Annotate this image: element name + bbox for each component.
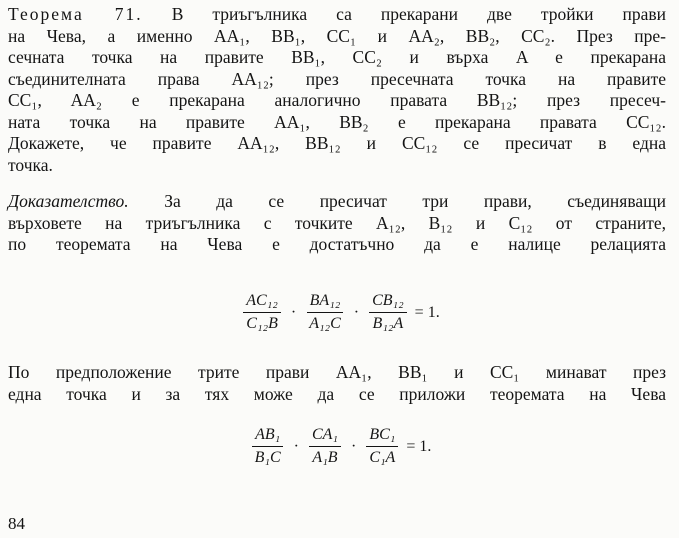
text-line: Теорема 71. В триъгълника са прекарани две тройки прави <box>8 4 666 24</box>
fraction <box>243 292 281 333</box>
proof-heading: Доказателство. <box>8 191 129 211</box>
denominator: B₁₂A <box>372 315 404 332</box>
fraction <box>369 292 407 333</box>
assumption-paragraph <box>8 362 666 405</box>
numerator: CA₁ <box>309 426 341 447</box>
text-line: ната точка на правите AA₁, BB₂ е прекарана правата CC₁₂. <box>8 111 666 132</box>
fraction <box>306 292 344 333</box>
fraction <box>252 426 284 467</box>
denominator: A₁B <box>312 449 338 466</box>
equals-one: = 1. <box>406 437 432 455</box>
multiply-operator: · <box>350 437 357 455</box>
ceva-theorem-formula <box>0 426 679 467</box>
denominator: B₁C <box>254 449 281 466</box>
text-line: CC₁, AA₂ е прекарана аналогично правата BB₁₂; през пресеч- <box>8 90 666 110</box>
multiply-operator: · <box>290 303 297 321</box>
denominator: C₁A <box>369 449 396 466</box>
denominator: A₁₂C <box>309 315 341 332</box>
numerator: BC₁ <box>366 426 398 447</box>
numerator: BA₁₂ <box>307 292 344 313</box>
text-line: Докажете, че правите AA₁₂, BB₁₂ и CC₁₂ се пресичат в една <box>8 133 666 153</box>
text-line: на Чева, а именно AA₁, BB₁, CC₁ и AA₂, BB₂, CC₂. През пре- <box>8 25 666 46</box>
text-line: по теоремата на Чева е достатъчно да е налице релацията <box>8 234 666 254</box>
text-line: една точка и за тях може да се приложи теоремата на Чева <box>8 383 666 404</box>
ceva-relation-formula <box>0 292 679 333</box>
proof-paragraph <box>8 191 666 256</box>
numerator: CB₁₂ <box>369 292 407 313</box>
equals-one: = 1. <box>414 303 440 321</box>
text-line: Доказателство. За да се пресичат три прави, съединяващи <box>8 191 666 211</box>
numerator: AB₁ <box>252 426 283 447</box>
denominator: C₁₂B <box>246 315 278 332</box>
fraction <box>366 426 398 467</box>
text-line: точка. <box>8 154 53 175</box>
multiply-operator: · <box>293 437 299 455</box>
numerator: AC₁₂ <box>243 292 281 313</box>
text-line: По предположение трите прави AA₁, BB₁ и CC₁ минават през <box>8 362 666 382</box>
theorem-paragraph <box>8 4 666 176</box>
fraction <box>309 426 341 467</box>
multiply-operator: · <box>353 303 360 321</box>
text-line: съединителната права AA₁₂; през пресечната точка на правите <box>8 68 666 89</box>
text-line: върховете на триъгълника с точките A₁₂, B₁₂ и C₁₂ от страните, <box>8 212 666 233</box>
page-number: 84 <box>8 514 25 533</box>
theorem-heading: Теорема 71. <box>8 4 143 24</box>
text-line: сечната точка на правите BB₁, CC₂ и върха A е прекарана <box>8 47 666 67</box>
